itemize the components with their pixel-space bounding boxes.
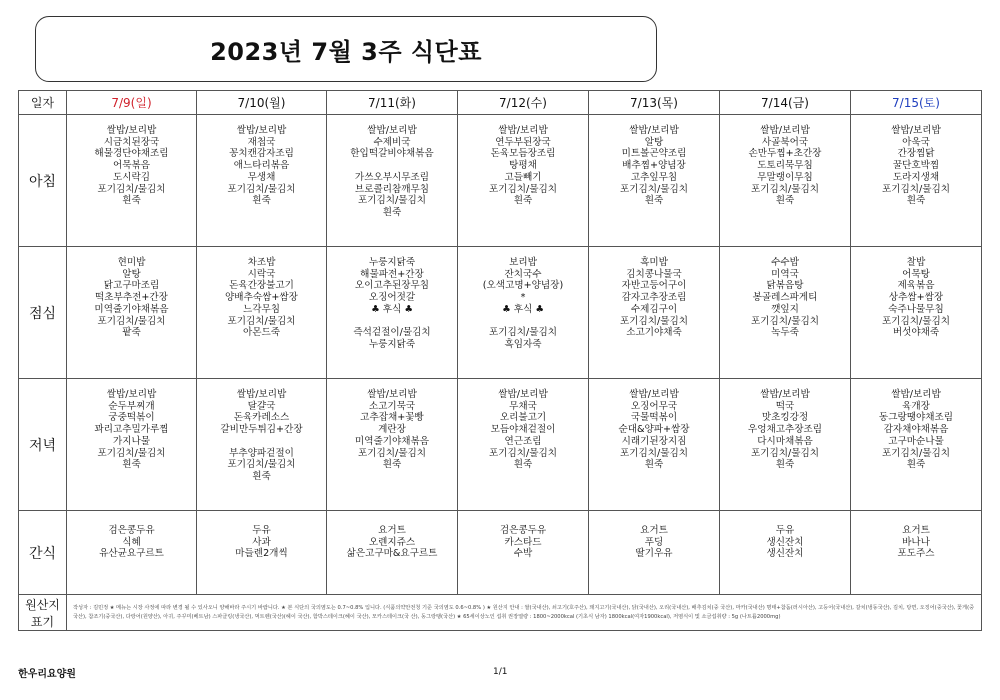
menu-item: 떡국 [775,400,795,412]
meal-row-lunch [19,247,982,379]
menu-item: 사과 [252,536,271,548]
menu-table [18,90,982,631]
menu-item: 딸기우유 [635,548,673,560]
menu-item: 포기김치/물김치 [488,447,558,459]
menu-cell [851,115,982,247]
menu-item: 사골북어국 [761,136,809,148]
menu-item: 아욱국 [902,136,930,148]
header-day: 7/14(금) [720,91,851,115]
meal-row-snack [19,511,982,595]
origin-row [19,595,982,631]
menu-item: 수제비국 [373,136,411,148]
menu-item: 계란장 [378,424,406,436]
menu-cell [67,511,197,595]
menu-item: 재첩국 [247,136,276,148]
menu-item: 시래기된장지짐 [621,435,687,447]
meal-label: 아침 [19,115,67,247]
meal-label: 저녁 [19,379,67,511]
menu-item: 흑임자죽 [504,338,542,350]
menu-item: 쌀밥/보리밥 [367,125,417,136]
meal-label: 점심 [19,247,67,379]
menu-cell [197,247,327,379]
menu-item: 포기김치/물김치 [357,447,427,459]
menu-item: 다시마채볶음 [757,435,813,447]
menu-item: 가쓰오부시무조림 [354,171,430,183]
menu-item: 쌀밥/보리밥 [891,389,941,400]
menu-item: 소고기묵국 [368,400,416,412]
menu-item: 김치콩나물국 [626,268,682,280]
menu-cell [458,511,589,595]
menu-item: 달걀국 [247,400,276,412]
menu-cell [589,247,720,379]
menu-item: 버섯야채죽 [892,327,940,339]
menu-item: 쌀밥/보리밥 [629,389,679,400]
header-day: 7/13(목) [589,91,720,115]
menu-item: 흰죽 [906,459,926,471]
menu-item: 간장찜닭 [897,148,935,160]
menu-item: 깻잎지 [771,303,799,315]
menu-item: 가지나물 [112,435,151,447]
menu-item: 돈육모듬장조림 [490,148,556,160]
menu-item: 쌀밥/보리밥 [236,389,287,400]
menu-item: 궁중떡볶이 [108,412,155,424]
menu-cell [720,379,851,511]
menu-item: 시락국 [247,268,276,280]
menu-item: 검은콩두유 [499,525,547,536]
menu-item: 두유 [775,525,795,536]
menu-item: 부추양파겉절이 [229,447,294,459]
menu-item: 쌀밥/보리밥 [629,125,679,136]
meal-row-dinner [19,379,982,511]
menu-cell [197,115,327,247]
header-day: 7/11(화) [327,91,458,115]
menu-item: 쌀밥/보리밥 [498,125,548,136]
header-day: 7/9(일) [67,91,197,115]
origin-label: 원산지 표기 [19,595,67,631]
menu-item: 소고기야채죽 [626,327,682,339]
menu-cell [67,379,197,511]
menu-item: 한입떡갈비야채볶음 [350,148,434,160]
menu-item: 고구마순나물 [888,435,944,447]
menu-item: 흰죽 [513,459,533,471]
header-day: 7/15(토) [851,91,982,115]
menu-item: 두유 [252,525,271,536]
menu-cell [458,247,589,379]
menu-item: 쌀밥/보리밥 [498,389,548,400]
menu-item: 자반고등어구이 [621,280,687,292]
menu-cell [851,511,982,595]
menu-item: 요거트 [640,525,668,536]
menu-item: 식혜 [122,536,141,548]
origin-note: 작성자 : 김민정 ★ 메뉴는 시장 사정에 따라 변경 될 수 있사오니 양해바라 주시기 바랍니다. ★ 본 식단의 국의염도는 0.7~0.8% 입니다. (식품의약안전청 기준 국의염도 0.6~0.8% ) ★ 원산지 안내 : 쌀(국내산), 쇠고기(호주산), 돼지고기(국내산), 닭(국내산), 오리(국내산), 배추김치(중 국산), 마카(국내산) [73,604,765,611]
menu-item [197,436,326,448]
header-day: 7/10(월) [197,91,327,115]
menu-item: 떡초부추전+간장 [95,292,168,304]
menu-item: 생신잔치 [766,536,804,548]
menu-item: 포기김치/물김치 [357,195,427,207]
origin-note: ★ 65세이상노인 섭취 권장열량 : 1800~2000kcal (기초식 남자) 1800kcal(여자1900kcal), 저염식이 및 소금섭취량 : 5g (나트륨2000mg) [456,613,781,620]
menu-item: 포기김치/물김치 [97,315,166,327]
menu-item: 고추잡채+꽃빵 [360,412,424,424]
menu-cell [67,115,197,247]
menu-item: 바나나 [902,536,930,548]
menu-item: 갈비만두튀김+간장 [220,424,303,436]
menu-item: 알탕 [644,136,664,148]
menu-cell [458,115,589,247]
menu-item: 포기김치/물김치 [750,315,820,327]
menu-cell [327,247,458,379]
menu-item: 포기김치/물김치 [619,183,689,195]
menu-item: 미역줄기야채볶음 [94,303,169,315]
menu-item: (오색고명+양념장) [482,280,564,292]
menu-item: 쌀밥/보리밥 [760,389,810,400]
menu-item: 상추쌈+쌈장 [888,292,944,304]
menu-item: 유산균요구르트 [99,548,164,560]
menu-item: 포기김치/물김치 [881,183,951,195]
menu-cell [720,115,851,247]
menu-cell [197,379,327,511]
menu-item: 오징어무국 [630,400,678,412]
menu-item: 맛초킹강정 [761,412,809,424]
menu-item: 우엉채고추장조림 [747,424,823,436]
menu-item: 포도주스 [897,548,935,560]
menu-item: 흰죽 [252,470,271,482]
menu-item: 국물떡볶이 [630,412,678,424]
header-day: 7/12(수) [458,91,589,115]
menu-item: 흰죽 [644,459,664,471]
origin-note: 명태+참돔(러시아산), 고등어(국내산), 갈치(냉동국산), 김치, 탕면, 오징어(중국산), 꽃게(중국산), 참조기(중국산), 다랑어(원양산), 아귀, 주꾸미(베트남) 스파클링(냉국산), 먹트렌(국산)(헤이 국산), 함박스테이크(혜이 국산), 모카스테이크(국 산), 동그랑땡(국산) [73,604,975,620]
menu-item: 브로콜리참깨무침 [354,183,430,195]
menu-item: 육개장 [902,400,930,412]
menu-item: 오렌지쥬스 [368,536,416,548]
menu-item: 양배추숙쌈+쌈장 [225,292,298,304]
menu-item: 어묵탕 [902,268,930,280]
menu-item: 쌀밥/보리밥 [236,125,287,136]
menu-item: * [520,292,526,304]
menu-item: 흰죽 [513,195,533,207]
menu-item: 포기김치/물김치 [750,183,820,195]
menu-item: 연근조림 [504,435,542,447]
menu-item: 시금치된장국 [103,136,160,148]
menu-item: ♣ 후식 ♣ [371,303,413,315]
menu-item: 포기김치/물김치 [488,327,558,339]
menu-item: 무생채 [247,171,276,183]
menu-cell [327,115,458,247]
menu-item: 포기김치/물김치 [881,447,951,459]
menu-item: 흰죽 [382,206,402,218]
menu-cell [67,247,197,379]
menu-item: 미역국 [771,268,799,280]
menu-item: 닭고구마조림 [103,280,160,292]
menu-item: 흰죽 [906,195,926,207]
menu-item: 꽈리고추밀가루찜 [94,424,169,436]
menu-item: 숙주나물무침 [888,303,944,315]
menu-item: 포기김치/물김치 [881,315,951,327]
menu-item: 동그랑땡야채조림 [878,412,954,424]
menu-item: 꽁치캔감자조림 [229,148,294,160]
menu-item: 푸딩 [644,536,664,548]
menu-item: 닭볶음탕 [766,280,804,292]
menu-item: 쌀밥/보리밥 [367,389,417,400]
menu-item: 포기김치/물김치 [619,447,689,459]
menu-item: ♣ 후식 ♣ [502,303,544,315]
origin-notes [67,595,982,631]
menu-item: 포기김치/물김치 [488,183,558,195]
menu-item: 아몬드죽 [242,327,281,339]
menu-item: 흰죽 [382,459,402,471]
menu-cell [589,115,720,247]
menu-cell [327,511,458,595]
menu-cell [851,247,982,379]
menu-item: 수수밥 [771,257,799,268]
menu-item: 돈육간장불고기 [229,280,294,292]
menu-item: 누룽지닭죽 [368,338,416,350]
menu-item: 요거트 [378,525,406,536]
menu-item: 쌀밥/보리밥 [760,125,810,136]
menu-item: 도토리묵무침 [757,160,813,172]
menu-item: 오징어젓갈 [368,292,416,304]
meal-row-breakfast [19,115,982,247]
menu-item: 감자채야채볶음 [883,424,949,436]
menu-cell [851,379,982,511]
menu-item: 흰죽 [122,195,141,207]
menu-item: 모듬야채겉절이 [490,424,556,436]
menu-item: 무말랭이무침 [757,171,813,183]
menu-item: 포기김치/물김치 [97,183,166,195]
menu-item: 포기김치/물김치 [227,315,296,327]
menu-item: 삶은고구마&요구르트 [346,548,438,560]
menu-item: 도라지생채 [892,171,940,183]
menu-item: 쌀밥/보리밥 [891,125,941,136]
menu-item: 요거트 [902,525,930,536]
menu-item: 생신잔치 [766,548,804,560]
facility-name: 한우리요양원 [18,669,76,680]
menu-item: 쌀밥/보리밥 [106,125,157,136]
menu-item: 보리밥 [509,257,537,268]
menu-cell [720,247,851,379]
menu-item [458,316,588,328]
menu-item: 오리불고기 [499,412,547,424]
menu-item: 카스타드 [504,536,542,548]
menu-item: 배추찜+양념장 [622,160,686,172]
menu-item: 수제김구이 [630,303,678,315]
menu-item: 포기김치/물김치 [227,459,296,471]
menu-item: 애느타리볶음 [233,160,290,172]
menu-item [327,160,457,172]
menu-item: 순두부찌개 [108,400,155,412]
menu-item: 고들빼기 [504,171,542,183]
menu-item: 고추잎무침 [630,171,678,183]
menu-item: 돈육카레소스 [233,412,290,424]
menu-item: 현미밥 [117,257,146,268]
menu-item: 느각무침 [242,303,281,315]
menu-item: 해물파전+간장 [360,268,424,280]
menu-item: 팥죽 [122,327,141,339]
header-row [19,91,982,115]
menu-item: 포기김치/물김치 [227,183,296,195]
menu-item: 포기김치/물김치 [750,447,820,459]
menu-cell [589,379,720,511]
menu-item: 손만두찜+초간장 [748,148,822,160]
menu-item: 흰죽 [122,459,141,471]
menu-item: 순대&양파+쌈장 [618,424,690,436]
menu-item: 누룽지닭죽 [368,257,416,268]
menu-item: 탕평채 [509,160,537,172]
menu-item: 수박 [513,548,533,560]
menu-cell [327,379,458,511]
menu-item: 흑미밥 [640,257,668,268]
page-title: 2023년 7월 3주 식단표 [210,37,482,66]
page-number: 1/1 [493,667,508,677]
menu-item: 연두부된장국 [495,136,551,148]
menu-item: 포기김치/물김치 [97,447,166,459]
menu-item: 봉골레스파게티 [752,292,818,304]
menu-cell [458,379,589,511]
menu-item: 쌀밥/보리밥 [106,389,157,400]
menu-item: 찰밥 [906,257,926,268]
menu-item: 제육볶음 [897,280,935,292]
menu-item: 알탕 [122,268,141,280]
menu-cell [197,511,327,595]
menu-item: 꿀단호박찜 [892,160,940,172]
menu-item: 검은콩두유 [108,525,155,536]
menu-cell [589,511,720,595]
menu-item: 즉석겉절이/물김치 [353,327,431,339]
menu-item: 포기김치/물김치 [619,315,689,327]
menu-item: 해물경단야채조림 [94,148,169,160]
menu-item: 흰죽 [252,195,271,207]
menu-item: 감자고추장조림 [621,292,687,304]
menu-item: 잔치국수 [504,268,542,280]
menu-item: 흰죽 [775,459,795,471]
menu-item: 마들렌2개씩 [235,548,288,560]
menu-item: 도시락김 [112,171,151,183]
menu-item: 미역줄기야채볶음 [354,435,430,447]
menu-cell [720,511,851,595]
menu-item: 어묵볶음 [112,160,151,172]
menu-item: 흰죽 [644,195,664,207]
menu-item: 녹두죽 [771,327,799,339]
meal-label: 간식 [19,511,67,595]
menu-item: 미트볼곤약조림 [621,148,687,160]
title-box [35,16,657,82]
menu-item: 무채국 [509,400,537,412]
menu-item [327,316,457,328]
menu-item: 흰죽 [775,195,795,207]
menu-item: 차조밥 [247,257,276,268]
header-date-label: 일자 [19,91,67,115]
menu-item: 오이고추된장무침 [354,280,430,292]
